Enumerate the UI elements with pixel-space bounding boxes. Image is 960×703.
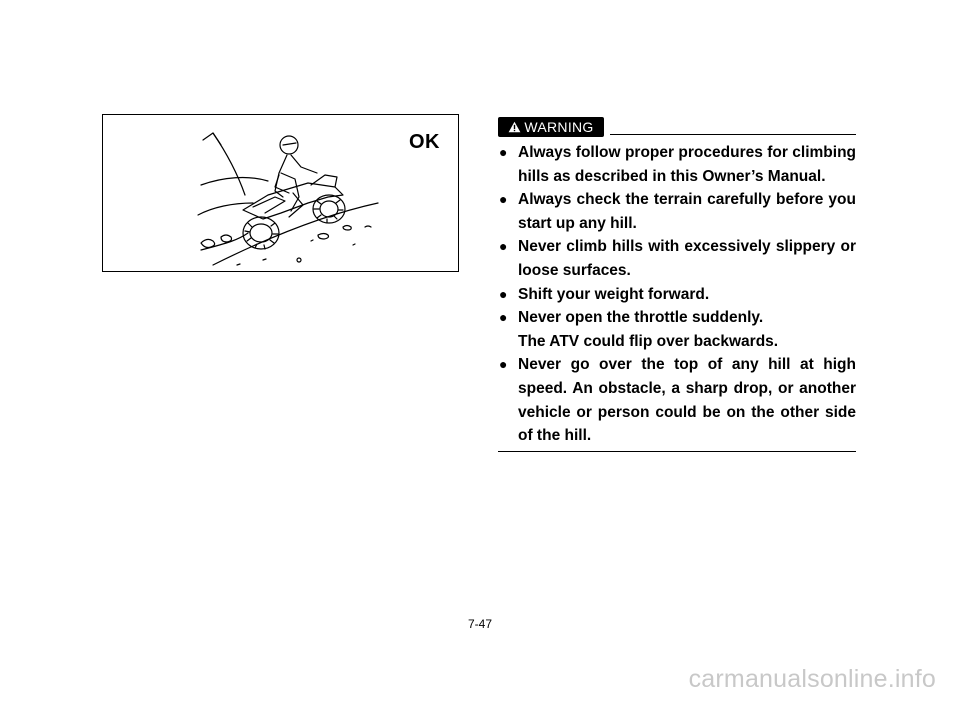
warning-list bbox=[498, 141, 856, 448]
page-number: 7-47 bbox=[467, 617, 493, 631]
watermark: carmanualsonline.info bbox=[688, 665, 936, 693]
warning-item bbox=[498, 141, 856, 188]
warning-item-text: Never open the throttle suddenly. bbox=[518, 309, 764, 327]
atv-climbing-illustration bbox=[103, 115, 460, 273]
warning-bottom-rule bbox=[498, 451, 856, 452]
warning-item-text: Always check the terrain carefully before you start up any hill. bbox=[518, 191, 856, 232]
warning-badge bbox=[498, 117, 604, 137]
warning-triangle-icon bbox=[508, 121, 521, 133]
warning-label: WARNING bbox=[524, 119, 594, 135]
warning-item bbox=[498, 188, 856, 235]
warning-item bbox=[498, 353, 856, 447]
bullet: ● bbox=[499, 191, 508, 208]
warning-item bbox=[498, 235, 856, 282]
warning-top-rule bbox=[610, 134, 856, 135]
warning-item-text: Always follow proper procedures for climbing hills as described in this Owner’s Manual. bbox=[518, 144, 856, 185]
warning-item-subtext: The ATV could flip over backwards. bbox=[518, 332, 779, 350]
warning-item-text: Never climb hills with excessively slippery or loose surfaces. bbox=[518, 238, 856, 279]
bullet: ● bbox=[499, 238, 508, 255]
ok-label: OK bbox=[409, 131, 440, 153]
bullet: ● bbox=[499, 309, 508, 326]
bullet: ● bbox=[499, 144, 508, 160]
warning-item-text: Never go over the top of any hill at high speed. An obstacle, a sharp drop, or another vehicle or person could be on the other side of the hill. bbox=[518, 356, 856, 445]
bullet: ● bbox=[499, 285, 508, 302]
illustration-frame bbox=[102, 114, 459, 272]
warning-item-text: Shift your weight forward. bbox=[518, 285, 710, 303]
warning-item bbox=[498, 283, 856, 307]
warning-item bbox=[498, 306, 856, 353]
warning-header bbox=[498, 117, 856, 139]
bullet: ● bbox=[499, 356, 508, 373]
